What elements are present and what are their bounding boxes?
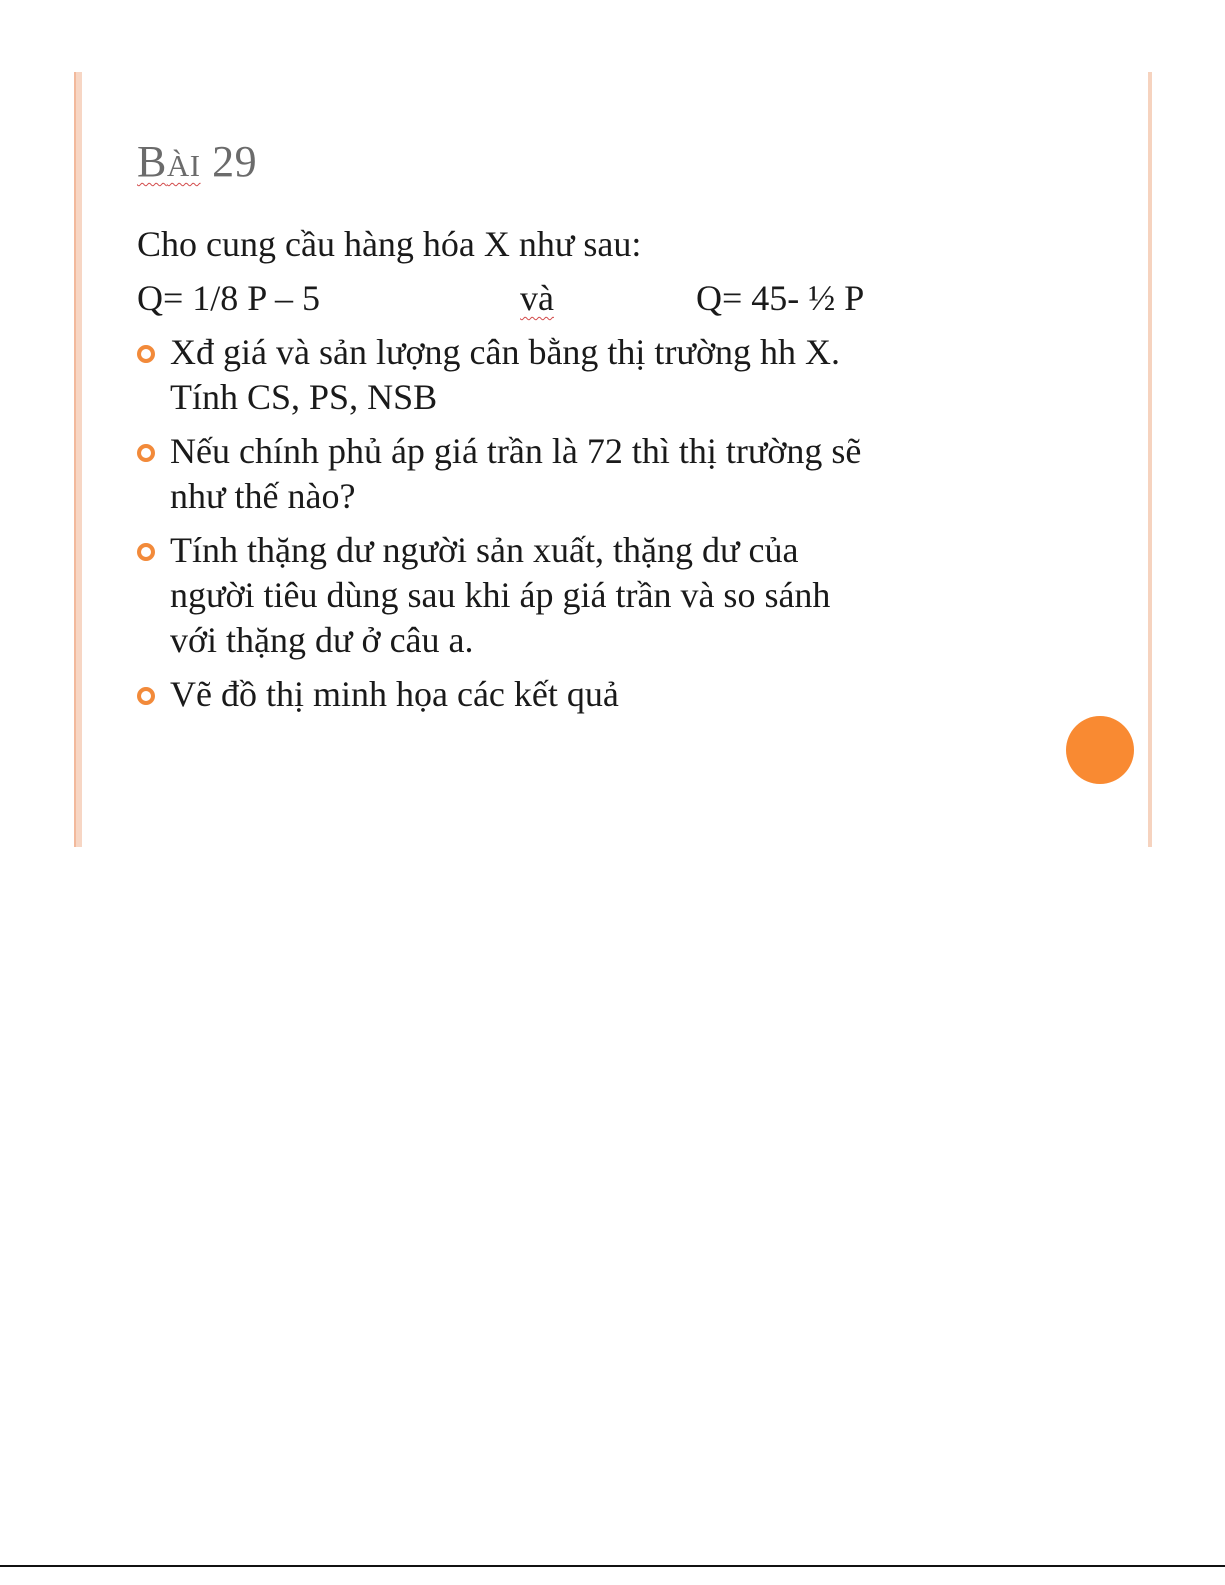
bullet-item-price-ceiling bbox=[137, 429, 1037, 519]
title-prefix: B bbox=[137, 137, 167, 186]
bullet-circle-icon bbox=[137, 345, 155, 363]
page-bottom-rule bbox=[0, 1565, 1225, 1567]
bullet-item-equilibrium bbox=[137, 330, 1037, 420]
bullet-circle-icon bbox=[137, 687, 155, 705]
bullet-line: Tính CS, PS, NSB bbox=[170, 377, 438, 417]
equations-row bbox=[137, 276, 1037, 320]
bullet-circle-icon bbox=[137, 543, 155, 561]
bullet-line: Tính thặng dư người sản xuất, thặng dư của bbox=[170, 530, 799, 570]
demand-equation: Q= 45- ½ P bbox=[696, 278, 865, 318]
bullet-item-graph bbox=[137, 672, 1037, 717]
orange-circle-decoration bbox=[1066, 716, 1134, 784]
bullet-item-surplus bbox=[137, 528, 1037, 663]
slide-right-border bbox=[1148, 72, 1152, 847]
slide-left-border bbox=[74, 72, 82, 847]
bullet-circle-icon bbox=[137, 444, 155, 462]
slide bbox=[74, 72, 1152, 847]
bullet-line: như thế nào? bbox=[170, 476, 356, 516]
title-number: 29 bbox=[212, 137, 258, 186]
supply-equation: Q= 1/8 P – 5 bbox=[137, 278, 320, 318]
slide-title bbox=[137, 136, 257, 187]
title-small-caps: ài bbox=[166, 137, 201, 186]
equation-connector: và bbox=[520, 278, 554, 318]
bullet-line: Vẽ đồ thị minh họa các kết quả bbox=[170, 674, 619, 714]
bullet-line: người tiêu dùng sau khi áp giá trần và so sánh bbox=[170, 575, 831, 615]
bullet-line: với thặng dư ở câu a. bbox=[170, 620, 474, 660]
bullet-line: Nếu chính phủ áp giá trần là 72 thì thị trường sẽ bbox=[170, 431, 862, 471]
intro-text: Cho cung cầu hàng hóa X như sau: bbox=[137, 224, 642, 264]
bullet-line: Xđ giá và sản lượng cân bằng thị trường hh X. bbox=[170, 332, 840, 372]
bullet-list bbox=[137, 330, 1037, 726]
